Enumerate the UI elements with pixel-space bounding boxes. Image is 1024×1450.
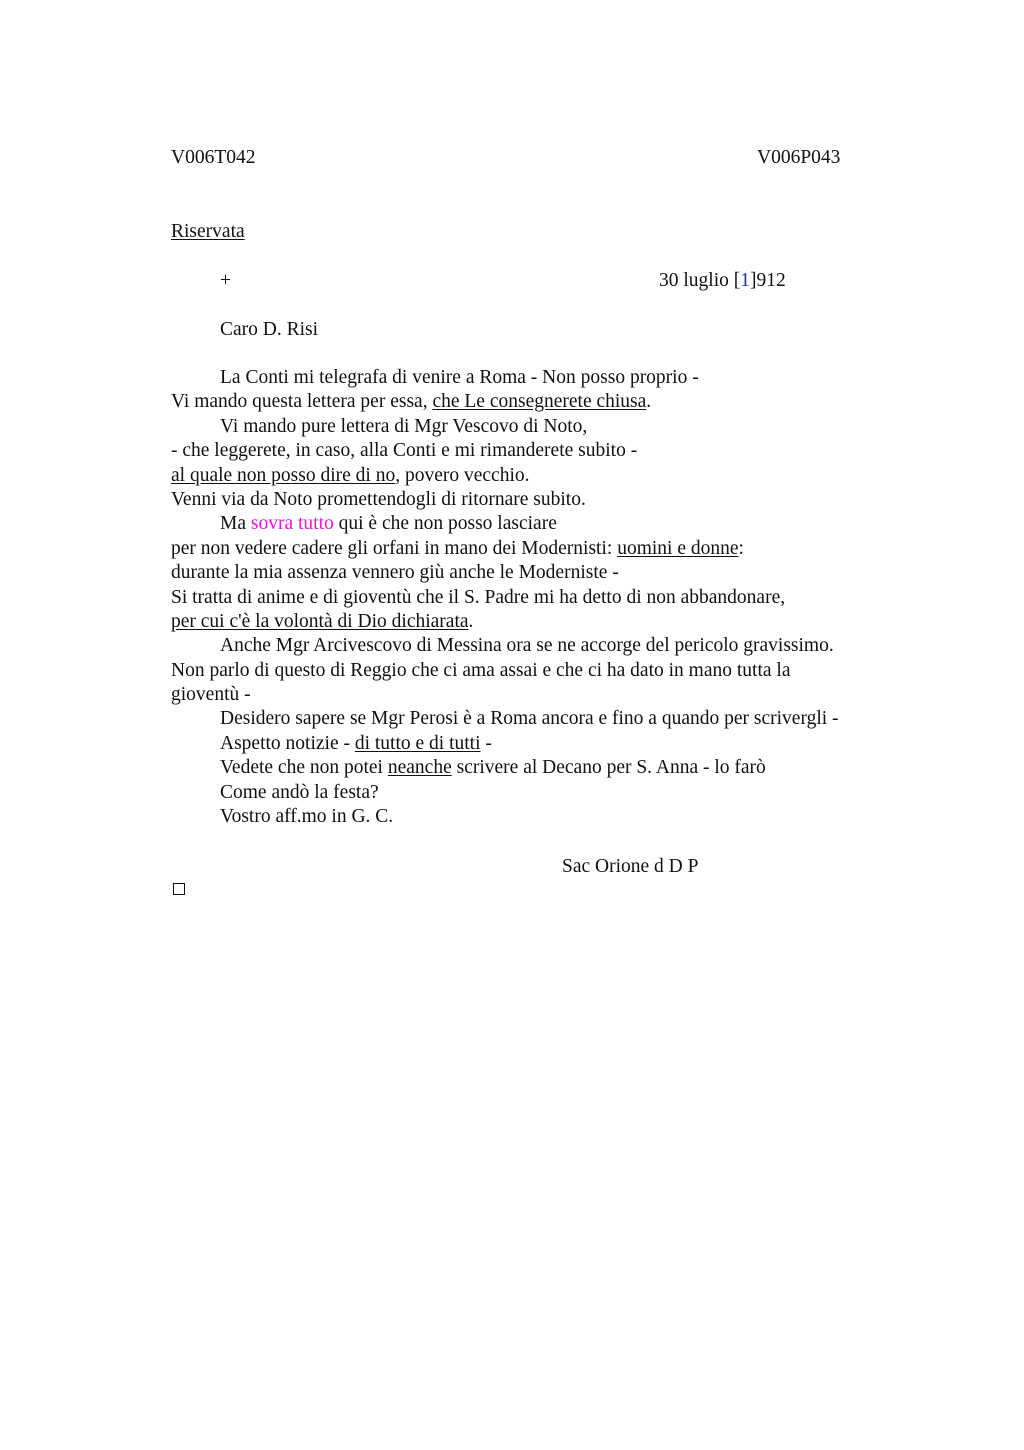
body-line: Non parlo di questo di Reggio che ci ama assai e che ci ha dato in mano tutta la [171, 659, 791, 681]
body-line: Anche Mgr Arcivescovo di Messina ora se ne accorge del pericolo gravissimo. [220, 635, 834, 657]
body-line: gioventù - [171, 684, 251, 706]
underlined-text: che Le consegnerete chiusa [432, 391, 647, 413]
reserved-label: Riservata [171, 221, 245, 242]
cross-mark: + [220, 270, 231, 291]
body-line: per non vedere cadere gli orfani in mano dei Modernisti: uomini e donne: [171, 537, 744, 559]
letter-body [171, 366, 891, 829]
body-line: La Conti mi telegrafa di venire a Roma - Non posso proprio - [220, 367, 699, 388]
body-line: Aspetto notizie - di tutto e di tutti - [220, 732, 492, 754]
underlined-text: di tutto e di tutti [354, 732, 481, 754]
body-line: Vostro aff.mo in G. C. [220, 806, 394, 828]
body-line: Venni via da Noto promettendogli di ritornare subito. [171, 488, 586, 510]
underlined-text: uomini e donne [617, 537, 739, 559]
square-box-icon [173, 883, 185, 895]
signature: Sac Orione d D P [562, 856, 699, 877]
body-line: Come andò la festa? [220, 781, 379, 803]
salutation: Caro D. Risi [220, 319, 319, 340]
body-line: Desidero sapere se Mgr Perosi è a Roma ancora e fino a quando per scrivergli - [220, 708, 839, 730]
body-line: Vi mando pure lettera di Mgr Vescovo di Noto, [220, 415, 588, 437]
date-prefix: 30 luglio [ [659, 270, 741, 291]
body-line: durante la mia assenza vennero giù anche le Moderniste - [171, 562, 619, 584]
body-line: per cui c'è la volontà di Dio dichiarata. [171, 610, 474, 632]
date-inserted-digit: 1 [740, 270, 750, 291]
highlighted-text: sovra tutto [250, 513, 334, 535]
underlined-text: per cui c'è la volontà di Dio dichiarata [171, 610, 469, 632]
header-right-code: V006P043 [757, 147, 841, 168]
header-left-code: V006T042 [171, 147, 256, 168]
body-line: Ma sovra tutto qui è che non posso lasciare [220, 513, 557, 535]
body-line: Vi mando questa lettera per essa, che Le consegnerete chiusa. [171, 391, 652, 413]
underlined-text: al quale non posso dire di no [171, 464, 396, 486]
letter-date [659, 269, 786, 293]
body-line: Vedete che non potei neanche scrivere al Decano per S. Anna - lo farò [220, 757, 766, 779]
body-line: Si tratta di anime e di gioventù che il S. Padre mi ha detto di non abbandonare, [171, 586, 786, 608]
body-line: - che leggerete, in caso, alla Conti e mi rimanderete subito - [171, 440, 638, 462]
underlined-text: neanche [387, 757, 452, 779]
body-line: al quale non posso dire di no, povero vecchio. [171, 464, 530, 486]
date-suffix: ]912 [750, 270, 786, 291]
